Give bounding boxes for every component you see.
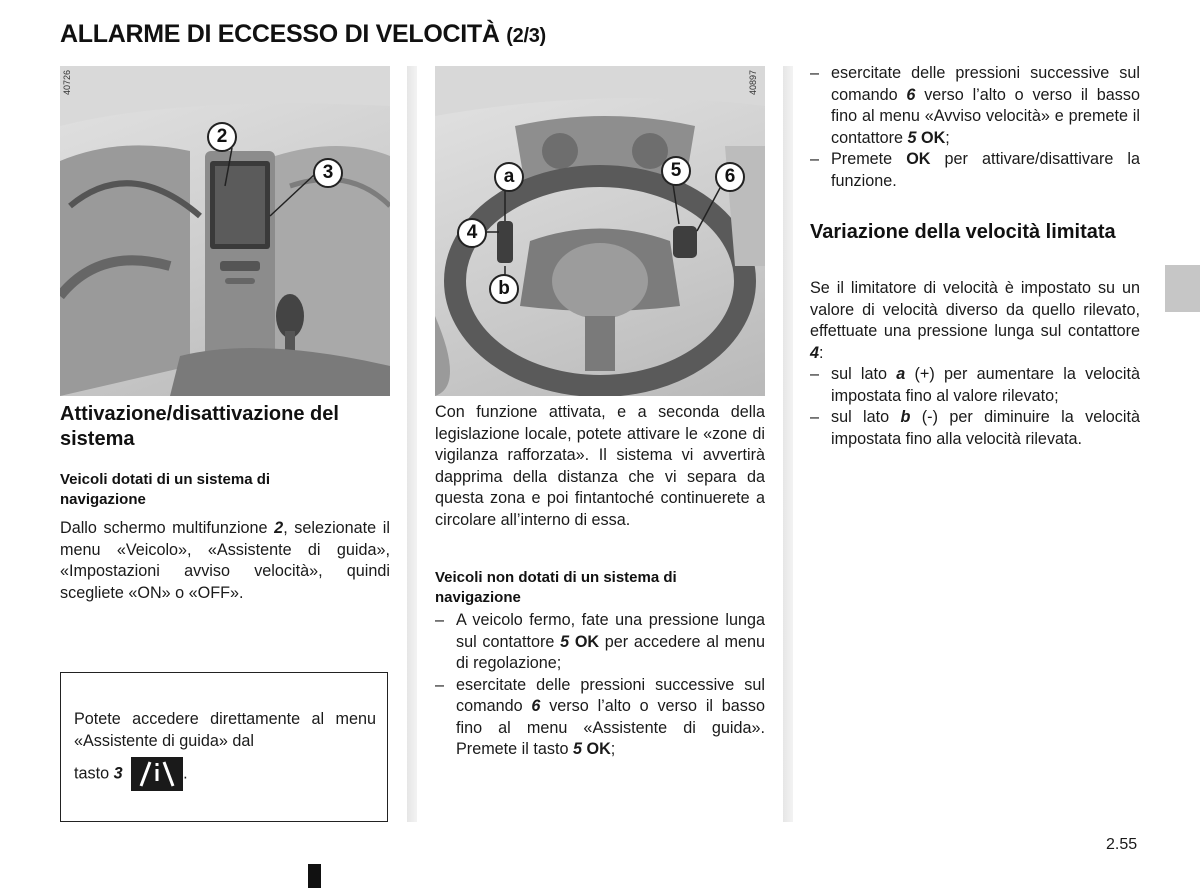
callout-5-ok-contactor: 5 <box>661 156 691 186</box>
section-thumb-tab <box>1165 265 1200 312</box>
subheading-without-navigation: Veicoli non dotati di un sistema di navigazione <box>435 569 677 606</box>
dash: – <box>810 408 820 426</box>
paragraph-limited-speed <box>810 278 1140 364</box>
column-divider-left <box>407 66 417 822</box>
list-item <box>435 610 765 675</box>
text-run: A veicolo fermo, fate una pressione lunga sul contattore <box>456 611 765 651</box>
dash: – <box>435 611 445 629</box>
text-run: verso l’alto o verso il basso fino al menu «Avviso velocità» e premete il contattore <box>831 85 1140 147</box>
title-text: ALLARME DI ECCESSO DI VELOCITÀ <box>60 20 500 48</box>
page-number: 2.55 <box>1106 836 1138 853</box>
ref-number: 5 <box>560 632 570 651</box>
dash: – <box>810 365 820 383</box>
text-run: , selezionate il menu «Veicolo», «Assistente di guida», «Impostazioni avviso velocità», quindi scegliete «ON» o «OFF». <box>60 519 390 602</box>
text-run: per attivare/disattivare la funzione. <box>831 150 1140 190</box>
callout-2-multifunction-screen: 2 <box>207 122 237 152</box>
subheading-with-navigation: Veicoli dotati di un sistema di navigazione <box>60 471 271 508</box>
dash: – <box>810 64 820 82</box>
ref-number: 6 <box>906 85 916 104</box>
ref-letter: a <box>896 365 906 383</box>
callout-b: b <box>489 274 519 304</box>
text-run: sul lato <box>831 408 901 426</box>
text-run: per accedere al menu di regolazione; <box>456 632 765 672</box>
note-text <box>74 709 376 752</box>
steps-list-no-navigation <box>435 610 765 761</box>
ref-number: 5 <box>907 128 917 147</box>
text-run: sul lato <box>831 365 897 383</box>
ref-number: 5 <box>572 740 582 758</box>
text-run: ; <box>610 740 616 758</box>
text-run: : <box>819 343 824 362</box>
note-line: Potete accedere direttamente al menu «Assistente di guida» dal <box>74 710 376 750</box>
list-item <box>810 407 1140 450</box>
driving-assistance-key-icon <box>131 757 183 791</box>
title-part-indicator: (2/3) <box>506 25 546 47</box>
ref-letter: b <box>900 408 911 426</box>
steering-wheel-illustration <box>435 66 765 396</box>
note-box <box>60 672 388 822</box>
callout-a: a <box>494 162 524 192</box>
list-item <box>435 675 765 761</box>
text-run: esercitate delle pressioni successive sul comando <box>456 675 765 715</box>
ref-number: 4 <box>810 343 820 362</box>
callout-3-key: 3 <box>313 158 343 188</box>
text-run: Dallo schermo multifunzione <box>60 519 275 537</box>
text-run: (+) per aumentare la velocità impostata fino al valore rilevato; <box>831 365 1140 405</box>
paragraph-navigation-instructions <box>60 518 390 604</box>
dash: – <box>435 675 445 694</box>
section-heading-limited-speed: Variazione della velocità limitata <box>810 221 1116 243</box>
ref-number: 3 <box>113 764 123 783</box>
steps-list-continued <box>810 63 1140 192</box>
ref-number: 2 <box>274 519 284 537</box>
figure-reference-code: 40897 <box>748 70 758 96</box>
page-title <box>60 20 546 49</box>
list-item <box>810 63 1140 149</box>
paragraph-vigilance-zones: Con funzione attivata, e a seconda della legislazione locale, potete attivare le «zone di vigilanza rafforzata». Il sistema vi avvertirà dapprima della distanza che vi separa da questa zona e poi fintantoché continuerete a circolare all’interno di essa. <box>435 403 765 529</box>
dash: – <box>810 150 820 168</box>
text-run: (-) per diminuire la velocità impostata fino alla velocità rilevata. <box>831 408 1140 448</box>
list-item <box>810 149 1140 192</box>
note-suffix: . <box>183 764 188 783</box>
list-item <box>810 364 1140 407</box>
text-run: ; <box>945 128 950 147</box>
text-run: Premete <box>831 150 907 168</box>
ok-label: OK <box>921 128 946 147</box>
steps-list-speed-adjust <box>810 364 1140 450</box>
text-run: esercitate delle pressioni successive sul comando <box>831 64 1140 104</box>
dashboard-illustration <box>60 66 390 396</box>
text-run: Se il limitatore di velocità è impostato su un valore di velocità diverso da quello rilevato, effettuate una pressione lunga sul contattore <box>810 279 1140 340</box>
ok-label: OK <box>574 632 600 651</box>
callout-4-contactor: 4 <box>457 218 487 248</box>
print-register-mark <box>308 864 321 888</box>
column-divider-right <box>783 66 793 822</box>
ref-number: 6 <box>531 697 541 715</box>
text-run: verso l’alto o verso il basso fino al menu «Assistente di guida». Premete il tasto <box>456 697 765 758</box>
figure-reference-code: 40726 <box>62 70 72 96</box>
ok-label: OK <box>906 150 931 168</box>
ok-label: OK <box>586 740 611 758</box>
note-prefix: tasto <box>74 764 114 783</box>
callout-6-control: 6 <box>715 162 745 192</box>
section-heading-activation: Attivazione/disattivazione del sistema <box>60 403 339 450</box>
note-key-line <box>74 757 376 791</box>
